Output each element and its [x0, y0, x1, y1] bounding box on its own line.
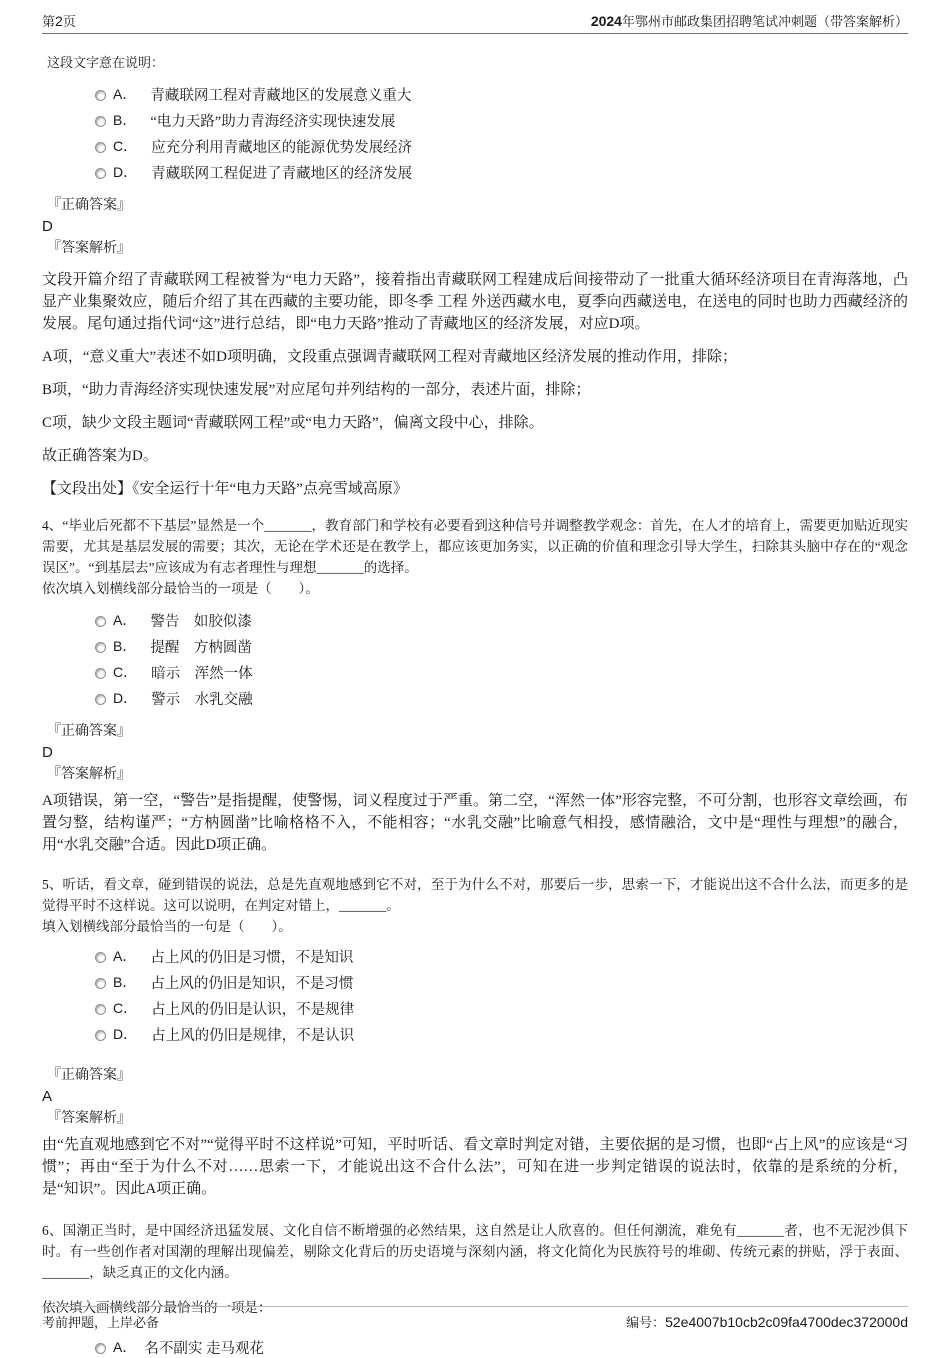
- footer-code-value: 52e4007b10cb2c09fa4700dec372000d: [665, 1314, 908, 1330]
- radio-button[interactable]: [95, 116, 106, 127]
- correct-answer-value: D: [42, 218, 53, 235]
- question-stem: 这段文字意在说明：: [47, 55, 165, 70]
- analysis-paragraph: C项，缺少文段主题词“青藏联网工程”或“电力天路”，偏离文段中心，排除。: [42, 415, 544, 431]
- document-title-text: 年鄂州市邮政集团招聘笔试冲刺题（带答案解析）: [621, 14, 908, 29]
- options-group: [42, 1338, 908, 1356]
- option-row: [95, 111, 908, 129]
- question-prompt: 填入划横线部分最恰当的一句是（ ）。: [42, 919, 292, 934]
- option-row: [95, 163, 908, 181]
- option-letter: B．: [113, 638, 137, 654]
- analysis-paragraph: 由“先直观地感到它不对”“觉得平时不这样说”可知，平时听话、看文章时判定对错，主要依据的是习惯，也即“占上风”的应该是“习惯”；再由“至于为什么不对……思索一下，才能说出这不合什么法”，可知在进一步判定错误的说法时，依靠的是系统的分析，是“知识”。因此A项正确。: [42, 1137, 908, 1197]
- option-letter: D．: [113, 1026, 138, 1042]
- option-letter: D．: [113, 164, 138, 180]
- source-note: 【文段出处】《安全运行十年“电力天路”点亮雪域高原》: [42, 481, 408, 497]
- analysis-label: 『答案解析』: [47, 1111, 131, 1126]
- option-letter: A．: [113, 1339, 137, 1355]
- option-letter: C．: [113, 138, 138, 154]
- correct-answer-label: 『正确答案』: [47, 198, 131, 213]
- radio-button[interactable]: [95, 142, 106, 153]
- option-row: [95, 663, 908, 681]
- page-number-prefix: 第: [42, 14, 56, 29]
- radio-button[interactable]: [95, 1030, 106, 1041]
- question-stem: 6、国潮正当时，是中国经济迅猛发展、文化自信不断增强的必然结果，这自然是让人欣喜的。但任何潮流，难免有_______者，也不无泥沙俱下时。有一些创作者对国潮的理解出现偏差，剔除文化背后的历史语境与深刻内涵，将文化简化为民族符号的堆砌、传统元素的拼贴，浮于表面、_______，缺乏真正的文化内涵。: [42, 1223, 908, 1280]
- page-number-value: 2: [55, 13, 63, 29]
- question-4: [42, 515, 908, 856]
- answer-block: [42, 723, 908, 784]
- option-text: 占上风的仍旧是规律，不是认识: [151, 1027, 355, 1044]
- option-text: 警告 如胶似漆: [150, 613, 252, 630]
- radio-button[interactable]: [95, 694, 106, 705]
- option-row: [95, 611, 908, 629]
- analysis-label: 『答案解析』: [47, 767, 131, 782]
- analysis-paragraph: B项，“助力青海经济实现快速发展”对应尾句并列结构的一部分，表述片面，排除；: [42, 382, 591, 398]
- options-group: [42, 947, 908, 1043]
- option-row: [95, 999, 908, 1017]
- option-letter: B．: [113, 112, 137, 128]
- radio-button[interactable]: [95, 90, 106, 101]
- page-header: [42, 0, 908, 34]
- document-title: [591, 13, 908, 30]
- option-row: [95, 1338, 908, 1356]
- analysis-paragraph: A项错误，第一空，“警告”是指提醒，使警惕，词义程度过于严重。第二空，“浑然一体”形容完整，不可分割，也形容文章绘画，布置匀整，结构谨严；“方枘圆凿”比喻格格不入，不能相容；“水乳交融”比喻意气相投，感情融洽，文中是“理性与理想”的融合，用“水乳交融”合适。因此D项正确。: [42, 793, 908, 853]
- option-letter: B．: [113, 974, 137, 990]
- option-row: [95, 1025, 908, 1043]
- analysis-paragraph: 故正确答案为D。: [42, 448, 158, 464]
- option-row: [95, 637, 908, 655]
- analysis-paragraph: A项，“意义重大”表述不如D项明确，文段重点强调青藏联网工程对青藏地区经济发展的推动作用，排除；: [42, 349, 737, 365]
- option-row: [95, 947, 908, 965]
- option-row: [95, 973, 908, 991]
- option-text: 提醒 方枘圆凿: [150, 639, 252, 656]
- option-letter: C．: [113, 1000, 138, 1016]
- question-6: [42, 1220, 908, 1356]
- question-prompt: 依次填入划横线部分最恰当的一项是（ ）。: [42, 581, 319, 596]
- correct-answer-label: 『正确答案』: [47, 1068, 131, 1083]
- radio-button[interactable]: [95, 668, 106, 679]
- option-text: 青藏联网工程促进了青藏地区的经济发展: [151, 165, 413, 182]
- radio-button[interactable]: [95, 952, 106, 963]
- option-letter: A．: [113, 948, 137, 964]
- option-letter: A．: [113, 612, 137, 628]
- option-text: 占上风的仍旧是知识，不是习惯: [150, 975, 354, 992]
- radio-button[interactable]: [95, 616, 106, 627]
- radio-button[interactable]: [95, 168, 106, 179]
- radio-button[interactable]: [95, 1343, 106, 1354]
- option-text: 占上风的仍旧是认识，不是规律: [151, 1001, 355, 1018]
- option-text: 暗示 浑然一体: [151, 665, 253, 682]
- option-row: [95, 689, 908, 707]
- option-text: 警示 水乳交融: [151, 691, 253, 708]
- footer-code-label: 编号：: [626, 1315, 666, 1330]
- radio-button[interactable]: [95, 642, 106, 653]
- option-text: “电力天路”助力青海经济实现快速发展: [150, 113, 396, 130]
- option-letter: A．: [113, 86, 137, 102]
- answer-block: [42, 197, 908, 258]
- option-text: 名不副实 走马观花: [144, 1340, 264, 1357]
- option-row: [95, 85, 908, 103]
- question-stem: 5、听话，看文章，碰到错误的说法，总是先直观地感到它不对，至于为什么不对，那要后一步，思索一下，才能说出这不合什么法，而更多的是觉得平时不这样说。这可以说明，在判定对错上，_______。: [42, 877, 908, 913]
- question-prompt: 依次填入画横线部分最恰当的一项是：: [42, 1300, 272, 1315]
- option-text: 应充分利用青藏地区的能源优势发展经济: [151, 139, 413, 156]
- option-text: 青藏联网工程对青藏地区的发展意义重大: [150, 87, 412, 104]
- radio-button[interactable]: [95, 978, 106, 989]
- analysis-label: 『答案解析』: [47, 241, 131, 256]
- correct-answer-value: A: [42, 1088, 53, 1105]
- correct-answer-label: 『正确答案』: [47, 724, 131, 739]
- options-group: [42, 85, 908, 181]
- document-title-year: 2024: [590, 13, 622, 29]
- analysis-paragraph: 文段开篇介绍了青藏联网工程被誉为“电力天路”，接着指出青藏联网工程建成后间接带动了一批重大循环经济项目在青海落地，凸显产业集聚效应，随后介绍了其在西藏的主要功能，即冬季 工程 外送西藏水电，夏季向西藏送电，在送电的同时也助力西藏经济的发展。尾句通过指代词“这”进行总结，即“电力天路”推动了青藏地区的经济发展，对应D项。: [42, 272, 908, 332]
- page-footer: [42, 1306, 908, 1331]
- answer-block: [42, 1067, 908, 1128]
- page-number-suffix: 页: [62, 14, 76, 29]
- option-letter: D．: [113, 690, 138, 706]
- options-group: [42, 611, 908, 707]
- option-row: [95, 137, 908, 155]
- question-stem: 4、“毕业后死都不下基层”显然是一个_______，教育部门和学校有必要看到这种信号并调整教学观念：首先，在人才的培育上，需要更加贴近现实需要，尤其是基层发展的需要；其次，无论在学术还是在教学上，都应该更加务实，以正确的价值和理念引导大学生，扫除其头脑中存在的“观念误区”。“到基层去”应该成为有志者理性与理想_______的选择。: [42, 518, 908, 575]
- page-number: [42, 13, 76, 30]
- option-text: 占上风的仍旧是习惯，不是知识: [150, 949, 354, 966]
- correct-answer-value: D: [42, 744, 53, 761]
- question-5: [42, 874, 908, 1200]
- radio-button[interactable]: [95, 1004, 106, 1015]
- option-letter: C．: [113, 664, 138, 680]
- footer-slogan: 考前押题，上岸必备: [42, 1315, 160, 1330]
- footer-code: [626, 1312, 908, 1331]
